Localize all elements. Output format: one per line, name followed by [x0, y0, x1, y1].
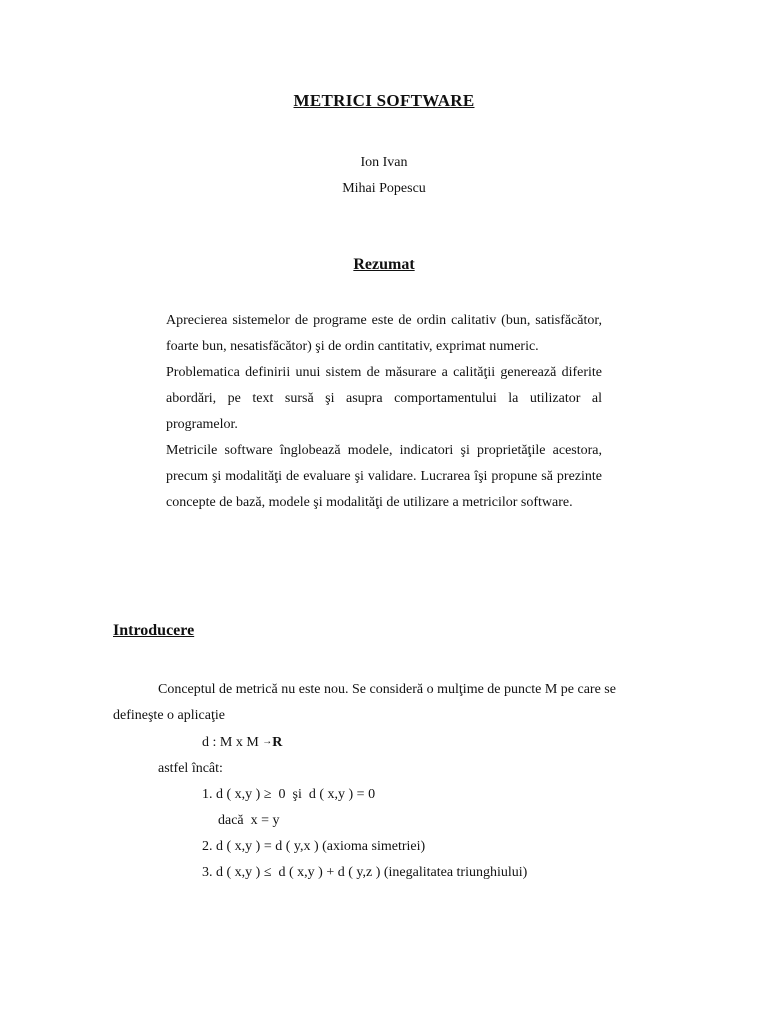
section-heading-introduction: Introducere: [113, 622, 195, 639]
intro-paragraph: Conceptul de metrică nu este nou. Se consideră o mulţime de puncte M pe care se defineşte o aplicaţie: [113, 682, 616, 723]
real-set-symbol: R: [272, 735, 283, 750]
abstract-paragraph: Aprecierea sistemelor de programe este de ordin calitativ (bun, satisfăcător, foarte bun, nesatisfăcător) şi de ordin cantitativ, exprimat numeric.: [166, 313, 602, 354]
abstract-heading: Rezumat: [353, 256, 415, 273]
arrow-icon: →: [262, 736, 273, 747]
authors-block: [0, 150, 768, 202]
metric-condition: 3. d ( x,y ) ≤ d ( x,y ) + d ( y,z ) (inegalitatea triunghiului): [202, 865, 528, 880]
abstract-paragraph: Metricile software înglobează modele, indicatori şi proprietăţile acestora, precum şi modalităţi de evaluare şi validare. Lucrarea îşi propune să prezinte concepte de bază, modele şi modalităţi de utilizare a metricilor software.: [166, 443, 602, 510]
introduction-body: [113, 677, 658, 886]
abstract-body: [166, 308, 602, 516]
author-name: Mihai Popescu: [342, 181, 426, 196]
metric-condition: 1. d ( x,y ) ≥ 0 şi d ( x,y ) = 0: [202, 787, 376, 802]
abstract-paragraph: Problematica definirii unui sistem de măsurare a calităţii generează diferite abordări, pe text sursă şi asupra comportamentului la utilizator al programelor.: [166, 365, 602, 432]
author-name: Ion Ivan: [360, 155, 408, 170]
metric-formula: [113, 729, 658, 756]
document-title: METRICI SOFTWARE: [293, 91, 475, 110]
metric-condition: 2. d ( x,y ) = d ( y,x ) (axioma simetriei): [202, 839, 426, 854]
formula-text: d : M x M: [202, 735, 263, 750]
metric-condition-continuation: dacă x = y: [218, 813, 280, 828]
such-that-label: astfel încât:: [158, 761, 223, 776]
